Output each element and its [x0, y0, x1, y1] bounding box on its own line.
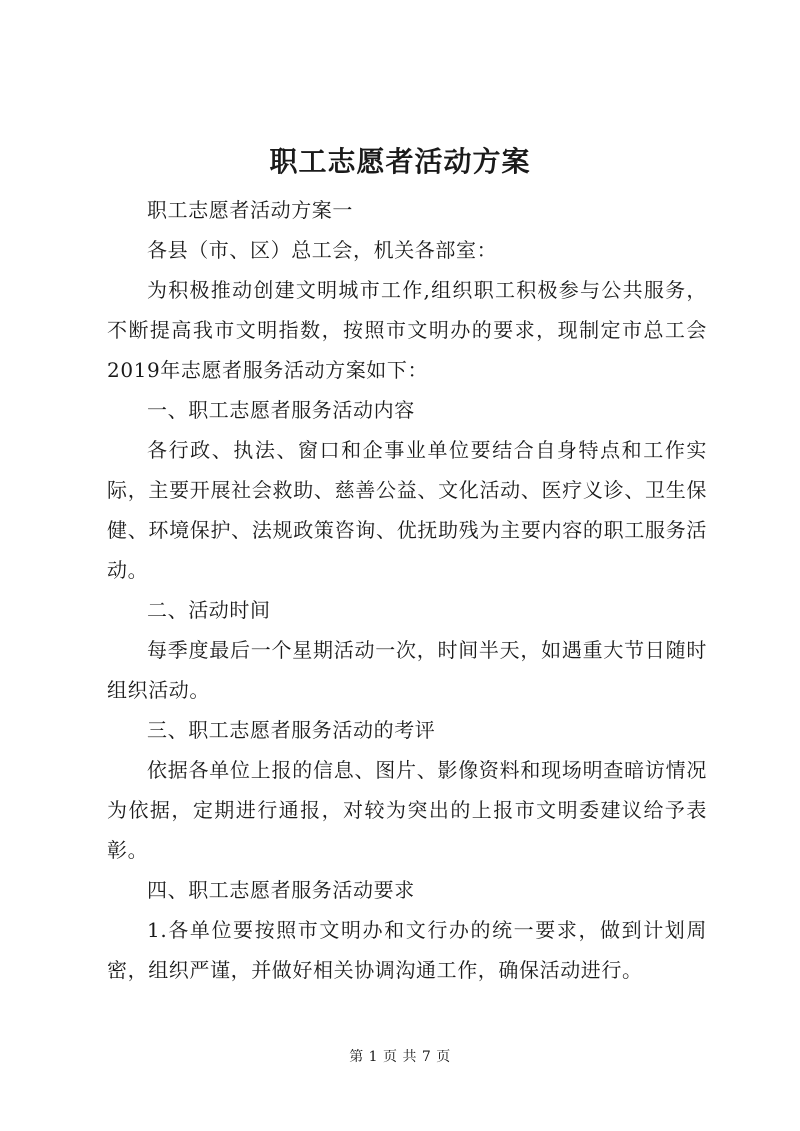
paragraph-content: 各行政、执法、窗口和企事业单位要结合自身特点和工作实际，主要开展社会救助、慈善公益、文化活动、医疗义诊、卫生保健、环境保护、法规政策咨询、优抚助残为主要内容的职工服务活动。	[107, 438, 707, 582]
section-heading-content: 一、职工志愿者服务活动内容	[147, 398, 415, 422]
paragraph-subtitle: 职工志愿者活动方案一	[147, 198, 353, 222]
document-title: 职工志愿者活动方案	[269, 145, 531, 178]
document-body	[107, 190, 707, 990]
paragraph-time: 每季度最后一个星期活动一次，时间半天，如遇重大节日随时组织活动。	[107, 638, 707, 702]
section-heading-time: 二、活动时间	[147, 598, 271, 622]
section-heading-requirements: 四、职工志愿者服务活动要求	[147, 878, 415, 902]
paragraph-requirement-1: 1.各单位要按照市文明办和文行办的统一要求，做到计划周密，组织严谨，并做好相关协调沟通工作，确保活动进行。	[107, 918, 707, 982]
section-heading-evaluation: 三、职工志愿者服务活动的考评	[147, 718, 436, 742]
paragraph-salutation: 各县（市、区）总工会，机关各部室：	[147, 238, 498, 262]
page-footer: 第 1 页 共 7 页	[349, 1049, 451, 1065]
paragraph-intro: 为积极推动创建文明城市工作,组织职工积极参与公共服务，不断提高我市文明指数，按照市文明办的要求，现制定市总工会2019年志愿者服务活动方案如下：	[107, 278, 707, 382]
paragraph-evaluation: 依据各单位上报的信息、图片、影像资料和现场明查暗访情况为依据，定期进行通报，对较为突出的上报市文明委建议给予表彰。	[107, 758, 707, 862]
